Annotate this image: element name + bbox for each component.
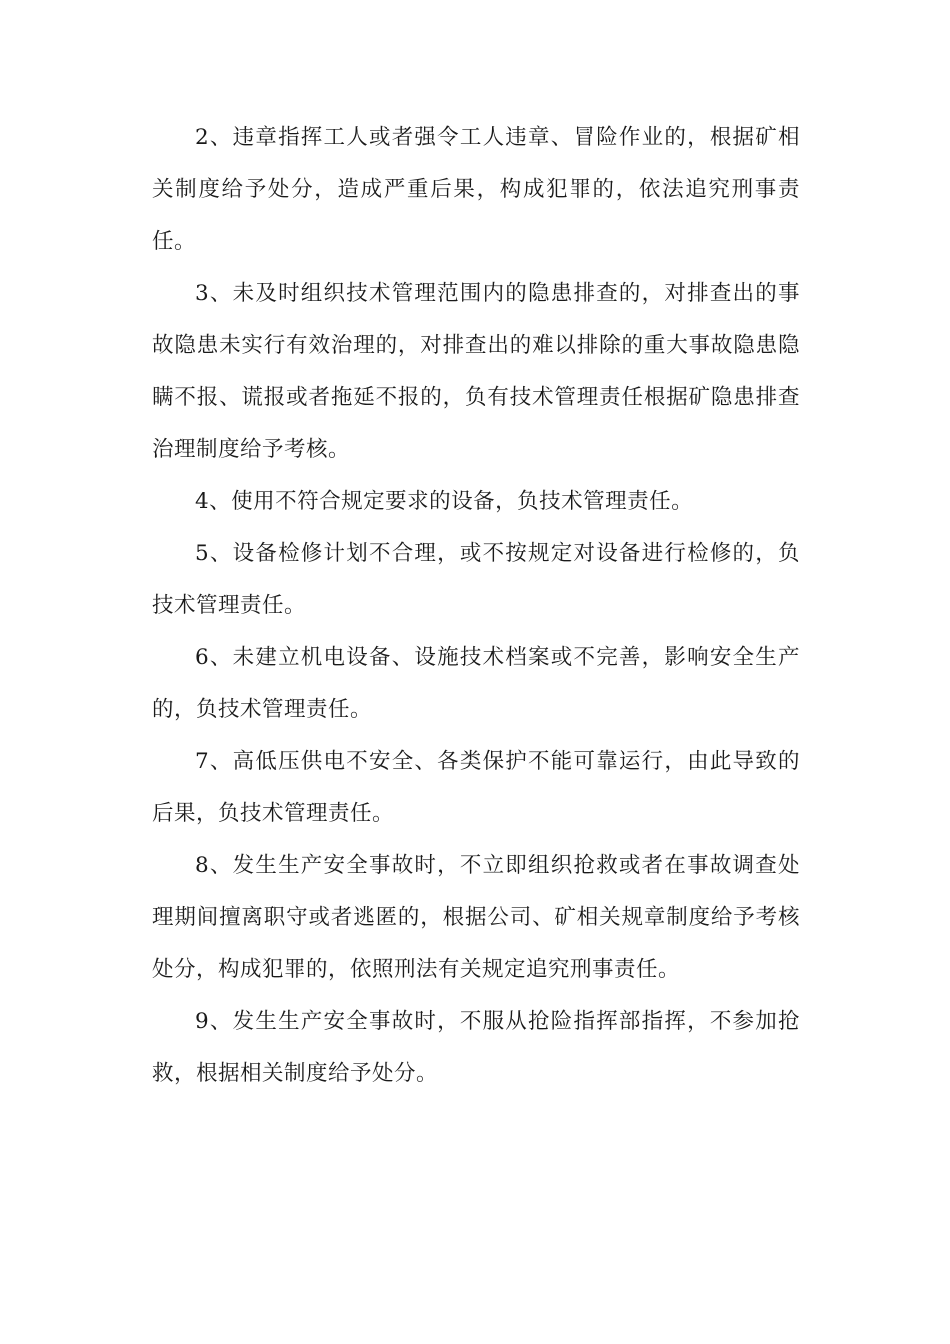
clause-8: 8、发生生产安全事故时，不立即组织抢救或者在事故调查处理期间擅离职守或者逃匿的，根据公司、矿相关规章制度给予考核处分，构成犯罪的，依照刑法有关规定追究刑事责任。	[152, 853, 800, 982]
clause-6: 6、未建立机电设备、设施技术档案或不完善，影响安全生产的，负技术管理责任。	[152, 645, 800, 722]
clause-9: 9、发生生产安全事故时，不服从抢险指挥部指挥，不参加抢救，根据相关制度给予处分。	[152, 1009, 800, 1086]
clause-5: 5、设备检修计划不合理，或不按规定对设备进行检修的，负技术管理责任。	[152, 541, 800, 618]
document-body	[152, 112, 800, 1100]
clause-2: 2、违章指挥工人或者强令工人违章、冒险作业的，根据矿相关制度给予处分，造成严重后果，构成犯罪的，依法追究刑事责任。	[152, 125, 800, 254]
clause-3: 3、未及时组织技术管理范围内的隐患排查的，对排查出的事故隐患未实行有效治理的，对排查出的难以排除的重大事故隐患隐瞒不报、谎报或者拖延不报的，负有技术管理责任根据矿隐患排查治理制度给予考核。	[152, 281, 800, 462]
clause-4: 4、使用不符合规定要求的设备，负技术管理责任。	[195, 489, 694, 514]
clause-7: 7、高低压供电不安全、各类保护不能可靠运行，由此导致的后果，负技术管理责任。	[152, 749, 800, 826]
